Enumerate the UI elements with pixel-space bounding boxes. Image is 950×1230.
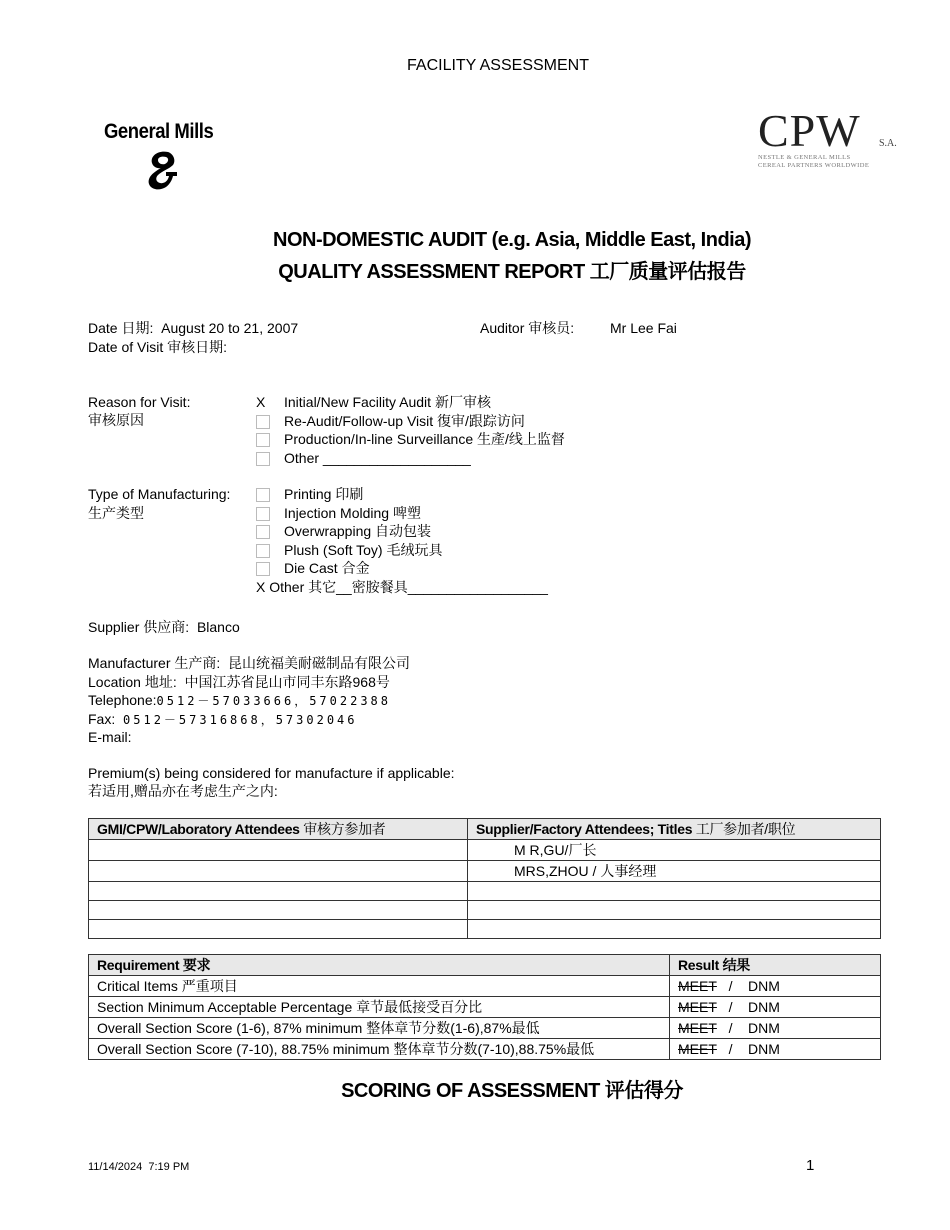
manufacturing-option[interactable] <box>256 522 548 541</box>
reason-label-en: Reason for Visit: <box>88 394 191 410</box>
general-mills-wordmark: General Mills <box>104 120 214 143</box>
attendee-gmi-cell[interactable] <box>89 882 468 901</box>
location-row <box>88 673 390 692</box>
email-label: E-mail: <box>88 729 132 745</box>
checkbox[interactable] <box>256 433 270 447</box>
checkbox[interactable] <box>256 488 270 502</box>
checkbox[interactable] <box>256 507 270 521</box>
cpw-subtitle-line2: CEREAL PARTNERS WORLDWIDE <box>758 162 870 169</box>
reason-option-label: Re-Audit/Follow-up Visit 復审/跟踪访问 <box>284 412 525 429</box>
manufacturing-option-label: Printing 印刷 <box>284 486 364 502</box>
result-cell[interactable]: MEET / DNM <box>670 1018 881 1039</box>
checkbox[interactable] <box>256 562 270 576</box>
table-row <box>89 861 881 882</box>
attendee-gmi-cell[interactable] <box>89 861 468 882</box>
report-title-line2: QUALITY ASSESSMENT REPORT 工厂质量评估报告 <box>278 261 746 283</box>
requirements-header-row <box>89 955 881 976</box>
manufacturing-option[interactable] <box>256 504 548 523</box>
requirement-label: Critical Items 严重项目 <box>89 976 670 997</box>
manufacturing-option-label: Overwrapping 自动包装 <box>284 523 432 539</box>
reason-label-zh: 审核原因 <box>88 412 144 428</box>
date-label: Date 日期: <box>88 320 154 336</box>
general-mills-g-icon <box>144 148 184 192</box>
checkbox[interactable] <box>256 415 270 429</box>
checkbox[interactable] <box>256 452 270 466</box>
supplier-value: Blanco <box>196 619 240 635</box>
requirements-table <box>88 954 881 1060</box>
document-header: FACILITY ASSESSMENT <box>407 57 589 74</box>
page-number: 1 <box>806 1157 815 1174</box>
checkbox[interactable] <box>256 525 270 539</box>
table-row <box>89 840 881 861</box>
checkbox[interactable] <box>256 544 270 558</box>
attendee-gmi-cell[interactable] <box>89 920 468 939</box>
attendee-gmi-cell[interactable] <box>89 840 468 861</box>
attendee-supplier-cell[interactable]: MRS,ZHOU / 人事经理 <box>468 861 881 882</box>
manufacturing-option[interactable] <box>256 541 548 560</box>
manufacturer-label: Manufacturer 生产商: <box>88 655 221 671</box>
manufacturing-option[interactable] <box>256 578 548 597</box>
telephone-row <box>88 691 391 711</box>
supplier-label: Supplier 供应商: <box>88 619 190 635</box>
location-label: Location 地址: <box>88 674 177 690</box>
telephone-label: Telephone: <box>88 692 157 708</box>
manufacturing-option[interactable] <box>256 559 548 578</box>
reason-mark: X <box>256 394 266 410</box>
reason-option-label: Initial/New Facility Audit 新厂审核 <box>284 394 491 410</box>
cpw-letters: CPW <box>758 105 861 156</box>
reason-option[interactable] <box>256 412 565 431</box>
attendees-col1-header: GMI/CPW/Laboratory Attendees 审核方参加者 <box>89 819 468 840</box>
requirement-label: Overall Section Score (1-6), 87% minimum 整体章节分数(1-6),87%最低 <box>89 1018 670 1039</box>
report-title-line1: NON-DOMESTIC AUDIT (e.g. Asia, Middle East, India) <box>273 229 751 251</box>
reason-option[interactable] <box>256 449 565 468</box>
result-cell[interactable]: MEET / DNM <box>670 976 881 997</box>
general-mills-logo <box>104 120 244 144</box>
scoring-title: SCORING OF ASSESSMENT 评估得分 <box>341 1080 683 1102</box>
table-row <box>89 997 881 1018</box>
reason-option[interactable] <box>256 393 565 412</box>
cpw-sa: S.A. <box>879 138 897 149</box>
requirement-label: Overall Section Score (7-10), 88.75% minimum 整体章节分数(7-10),88.75%最低 <box>89 1039 670 1060</box>
date-row <box>88 319 298 338</box>
manufacturer-value: 昆山统福美耐磁制品有限公司 <box>228 655 411 671</box>
date-value: August 20 to 21, 2007 <box>161 320 299 336</box>
manufacturing-label-en: Type of Manufacturing: <box>88 486 231 502</box>
auditor-label: Auditor 审核员: <box>480 320 575 336</box>
manufacturing-option-label: Other 其它__密胺餐具__________________ <box>269 578 548 595</box>
result-cell[interactable]: MEET / DNM <box>670 1039 881 1060</box>
attendees-header-row <box>89 819 881 840</box>
table-row <box>89 920 881 939</box>
footer-timestamp: 11/14/2024 7:19 PM <box>88 1161 190 1173</box>
requirement-col-header: Requirement 要求 <box>89 955 670 976</box>
date-of-visit-label: Date of Visit 审核日期: <box>88 339 228 355</box>
manufacturer-row <box>88 654 410 673</box>
attendee-gmi-cell[interactable] <box>89 901 468 920</box>
auditor-value: Mr Lee Fai <box>610 320 677 336</box>
manufacturing-options <box>256 485 548 596</box>
reason-option-label: Production/In-line Surveillance 生產/线上监督 <box>284 431 565 447</box>
manufacturing-option-label: Plush (Soft Toy) 毛绒玩具 <box>284 541 443 558</box>
result-cell[interactable]: MEET / DNM <box>670 997 881 1018</box>
attendees-table <box>88 818 881 939</box>
manufacturing-option-label: Injection Molding 啤塑 <box>284 504 421 521</box>
table-row <box>89 882 881 901</box>
manufacturing-mark: X <box>256 578 266 595</box>
supplier-row <box>88 618 240 637</box>
premium-line2: 若适用,赠品亦在考虑生产之内: <box>88 783 278 799</box>
fax-value: 0512－57316868，57302046 <box>123 713 358 727</box>
result-col-header: Result 结果 <box>670 955 881 976</box>
reason-option[interactable] <box>256 430 565 449</box>
cpw-logo <box>758 105 908 170</box>
attendees-col2-header: Supplier/Factory Attendees; Titles 工厂参加者/职位 <box>468 819 881 840</box>
attendee-supplier-cell[interactable] <box>468 920 881 939</box>
premium-line1: Premium(s) being considered for manufacture if applicable: <box>88 765 455 781</box>
attendee-supplier-cell[interactable] <box>468 901 881 920</box>
requirement-label: Section Minimum Acceptable Percentage 章节最低接受百分比 <box>89 997 670 1018</box>
reason-option-label: Other ___________________ <box>284 449 471 466</box>
attendee-supplier-cell[interactable]: M R,GU/厂长 <box>468 840 881 861</box>
manufacturing-label-zh: 生产类型 <box>88 505 144 521</box>
fax-label: Fax: <box>88 711 116 727</box>
fax-row <box>88 710 358 730</box>
location-value: 中国江苏省昆山市同丰东路968号 <box>184 674 390 690</box>
table-row <box>89 1018 881 1039</box>
table-row <box>89 1039 881 1060</box>
manufacturing-option-label: Die Cast 合金 <box>284 560 370 576</box>
reason-options <box>256 393 565 467</box>
attendee-supplier-cell[interactable] <box>468 882 881 901</box>
table-row <box>89 976 881 997</box>
telephone-value: 0512－57033666，57022388 <box>156 694 392 708</box>
cpw-subtitle-line1: NESTLE & GENERAL MILLS <box>758 154 851 161</box>
manufacturing-option[interactable] <box>256 485 548 504</box>
table-row <box>89 901 881 920</box>
